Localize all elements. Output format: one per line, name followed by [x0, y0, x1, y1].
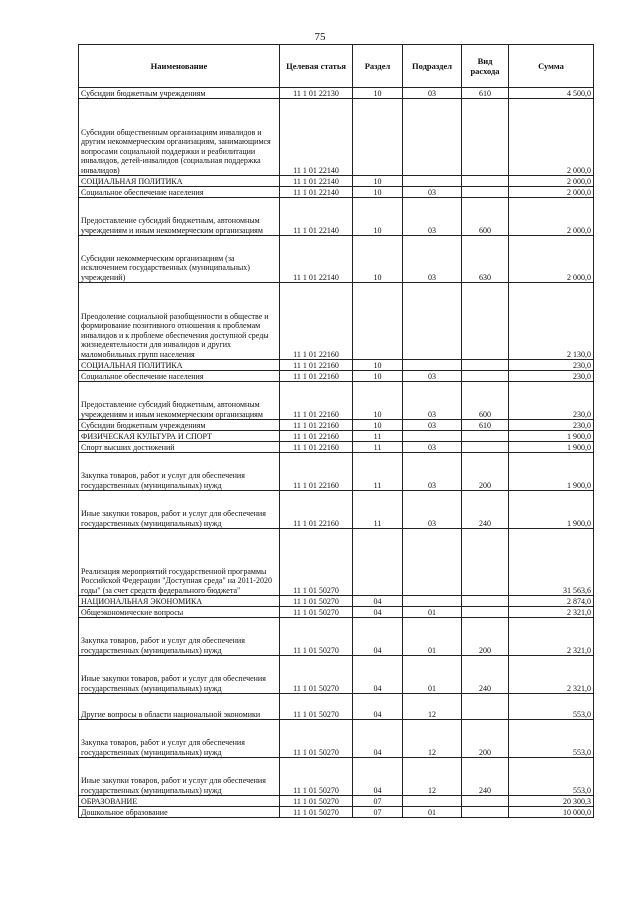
- cell-subsection: 12: [403, 720, 462, 758]
- cell-name: Другие вопросы в области национальной экономики: [79, 694, 280, 720]
- cell-subsection: 12: [403, 694, 462, 720]
- cell-section: 11: [353, 431, 403, 442]
- cell-target: 11 1 01 50270: [280, 607, 353, 618]
- cell-target: 11 1 01 50270: [280, 796, 353, 807]
- cell-name: Иные закупки товаров, работ и услуг для обеспечения государственных (муниципальных) нужд: [79, 758, 280, 796]
- cell-subsection: 03: [403, 371, 462, 382]
- cell-section: 10: [353, 176, 403, 187]
- cell-target: 11 1 01 22160: [280, 453, 353, 491]
- cell-expense-type: [462, 807, 509, 818]
- cell-section: 10: [353, 88, 403, 99]
- cell-subsection: [403, 360, 462, 371]
- cell-name: Субсидии некоммерческим организациям (за исключением государственных (муниципальных) учреждений): [79, 236, 280, 283]
- cell-target: 11 1 01 22160: [280, 360, 353, 371]
- table-row: [79, 88, 594, 99]
- cell-name: Закупка товаров, работ и услуг для обеспечения государственных (муниципальных) нужд: [79, 720, 280, 758]
- cell-section: 11: [353, 453, 403, 491]
- cell-section: 04: [353, 607, 403, 618]
- cell-target: 11 1 01 22140: [280, 187, 353, 198]
- cell-target: 11 1 01 50270: [280, 529, 353, 596]
- cell-expense-type: 610: [462, 88, 509, 99]
- table-row: [79, 596, 594, 607]
- cell-section: 10: [353, 420, 403, 431]
- cell-expense-type: [462, 187, 509, 198]
- cell-section: 10: [353, 198, 403, 236]
- table-row: [79, 656, 594, 694]
- cell-name: Спорт высших достижений: [79, 442, 280, 453]
- page-number: 75: [314, 31, 326, 43]
- cell-amount: 20 300,3: [509, 796, 594, 807]
- cell-name: Преодоление социальной разобщенности в обществе и формирование позитивного отношения к проблемам инвалидов и к проблеме обеспечения доступной среды жизнедеятельности для инвалидов и других маломобильных групп населения: [79, 283, 280, 360]
- cell-name: Дошкольное образование: [79, 807, 280, 818]
- cell-subsection: 03: [403, 187, 462, 198]
- cell-name: Субсидии бюджетным учреждениям: [79, 88, 280, 99]
- table-body: [79, 88, 594, 818]
- cell-amount: 2 000,0: [509, 176, 594, 187]
- cell-section: 11: [353, 442, 403, 453]
- cell-target: 11 1 01 50270: [280, 807, 353, 818]
- table-row: [79, 796, 594, 807]
- table-row: [79, 371, 594, 382]
- table-row: [79, 529, 594, 596]
- cell-subsection: [403, 796, 462, 807]
- cell-target: 11 1 01 22160: [280, 371, 353, 382]
- cell-expense-type: [462, 176, 509, 187]
- cell-subsection: 03: [403, 88, 462, 99]
- cell-expense-type: [462, 283, 509, 360]
- cell-amount: 10 000,0: [509, 807, 594, 818]
- cell-target: 11 1 01 22140: [280, 176, 353, 187]
- cell-subsection: [403, 176, 462, 187]
- cell-name: Предоставление субсидий бюджетным, автономным учреждениям и иным некоммерческим организациям: [79, 198, 280, 236]
- cell-amount: 553,0: [509, 720, 594, 758]
- cell-subsection: 01: [403, 618, 462, 656]
- table-row: [79, 431, 594, 442]
- cell-amount: 1 900,0: [509, 442, 594, 453]
- cell-expense-type: [462, 99, 509, 176]
- cell-target: 11 1 01 50270: [280, 720, 353, 758]
- cell-section: [353, 283, 403, 360]
- cell-expense-type: 240: [462, 656, 509, 694]
- cell-subsection: [403, 283, 462, 360]
- cell-name: СОЦИАЛЬНАЯ ПОЛИТИКА: [79, 176, 280, 187]
- cell-section: 10: [353, 360, 403, 371]
- cell-target: 11 1 01 22160: [280, 420, 353, 431]
- cell-section: 10: [353, 236, 403, 283]
- cell-subsection: 03: [403, 453, 462, 491]
- cell-section: 04: [353, 720, 403, 758]
- table-header-row: [79, 45, 594, 88]
- cell-expense-type: [462, 360, 509, 371]
- table-row: [79, 283, 594, 360]
- cell-amount: 2 000,0: [509, 236, 594, 283]
- cell-amount: 2 000,0: [509, 99, 594, 176]
- header-amount: Сумма: [509, 45, 594, 88]
- cell-subsection: 01: [403, 607, 462, 618]
- table-row: [79, 453, 594, 491]
- header-expense-type: Вид расхода: [462, 45, 509, 88]
- cell-section: 04: [353, 596, 403, 607]
- cell-subsection: 03: [403, 420, 462, 431]
- cell-expense-type: [462, 694, 509, 720]
- cell-expense-type: 610: [462, 420, 509, 431]
- cell-subsection: 03: [403, 491, 462, 529]
- cell-subsection: 03: [403, 198, 462, 236]
- table-row: [79, 187, 594, 198]
- cell-expense-type: 200: [462, 720, 509, 758]
- cell-expense-type: 600: [462, 198, 509, 236]
- cell-amount: 230,0: [509, 360, 594, 371]
- cell-amount: 230,0: [509, 371, 594, 382]
- table-row: [79, 618, 594, 656]
- cell-target: 11 1 01 50270: [280, 618, 353, 656]
- cell-section: 07: [353, 807, 403, 818]
- table-row: [79, 720, 594, 758]
- cell-amount: 230,0: [509, 382, 594, 420]
- cell-name: Реализация мероприятий государственной программы Российской Федерации "Доступная среда" на 2011-2020 годы" (за счет средств федерального бюджета": [79, 529, 280, 596]
- table-row: [79, 382, 594, 420]
- cell-section: 10: [353, 187, 403, 198]
- cell-target: 11 1 01 22140: [280, 99, 353, 176]
- cell-name: Закупка товаров, работ и услуг для обеспечения государственных (муниципальных) нужд: [79, 453, 280, 491]
- cell-subsection: 03: [403, 382, 462, 420]
- cell-subsection: 01: [403, 807, 462, 818]
- cell-section: 04: [353, 656, 403, 694]
- header-section: Раздел: [353, 45, 403, 88]
- cell-target: 11 1 01 22160: [280, 283, 353, 360]
- cell-amount: 230,0: [509, 420, 594, 431]
- cell-section: 07: [353, 796, 403, 807]
- cell-amount: 2 130,0: [509, 283, 594, 360]
- table-row: [79, 99, 594, 176]
- cell-name: Закупка товаров, работ и услуг для обеспечения государственных (муниципальных) нужд: [79, 618, 280, 656]
- cell-target: 11 1 01 22160: [280, 442, 353, 453]
- cell-name: Субсидии общественным организациям инвалидов и другим некоммерческим организациям, занимающимся вопросами социальной поддержки и реабилитации инвалидов, детей-инвалидов (социальная поддержка инвалидов): [79, 99, 280, 176]
- cell-amount: 31 563,6: [509, 529, 594, 596]
- cell-section: 04: [353, 758, 403, 796]
- cell-target: 11 1 01 50270: [280, 758, 353, 796]
- cell-amount: 4 500,0: [509, 88, 594, 99]
- cell-amount: 553,0: [509, 694, 594, 720]
- cell-name: ФИЗИЧЕСКАЯ КУЛЬТУРА И СПОРТ: [79, 431, 280, 442]
- cell-subsection: 12: [403, 758, 462, 796]
- table-row: [79, 758, 594, 796]
- cell-expense-type: [462, 796, 509, 807]
- table-row: [79, 360, 594, 371]
- table-row: [79, 442, 594, 453]
- cell-subsection: [403, 529, 462, 596]
- cell-expense-type: [462, 529, 509, 596]
- table-row: [79, 694, 594, 720]
- cell-expense-type: 200: [462, 453, 509, 491]
- cell-name: Иные закупки товаров, работ и услуг для обеспечения государственных (муниципальных) нужд: [79, 491, 280, 529]
- cell-target: 11 1 01 22140: [280, 236, 353, 283]
- cell-subsection: 01: [403, 656, 462, 694]
- table-row: [79, 807, 594, 818]
- cell-expense-type: [462, 442, 509, 453]
- cell-name: Предоставление субсидий бюджетным, автономным учреждениям и иным некоммерческим организациям: [79, 382, 280, 420]
- cell-subsection: [403, 99, 462, 176]
- table-row: [79, 491, 594, 529]
- cell-amount: 553,0: [509, 758, 594, 796]
- cell-section: [353, 99, 403, 176]
- cell-name: Иные закупки товаров, работ и услуг для обеспечения государственных (муниципальных) нужд: [79, 656, 280, 694]
- cell-expense-type: [462, 596, 509, 607]
- cell-amount: 1 900,0: [509, 453, 594, 491]
- table-row: [79, 607, 594, 618]
- cell-target: 11 1 01 50270: [280, 694, 353, 720]
- table-row: [79, 236, 594, 283]
- cell-expense-type: 600: [462, 382, 509, 420]
- cell-amount: 2 874,0: [509, 596, 594, 607]
- cell-amount: 1 900,0: [509, 491, 594, 529]
- cell-amount: 1 900,0: [509, 431, 594, 442]
- cell-target: 11 1 01 22160: [280, 431, 353, 442]
- cell-amount: 2 321,0: [509, 618, 594, 656]
- budget-table: [78, 44, 594, 818]
- cell-target: 11 1 01 50270: [280, 656, 353, 694]
- cell-subsection: [403, 596, 462, 607]
- cell-expense-type: 240: [462, 491, 509, 529]
- cell-expense-type: 630: [462, 236, 509, 283]
- cell-amount: 2 321,0: [509, 656, 594, 694]
- cell-name: СОЦИАЛЬНАЯ ПОЛИТИКА: [79, 360, 280, 371]
- table-row: [79, 198, 594, 236]
- cell-expense-type: [462, 431, 509, 442]
- cell-name: ОБРАЗОВАНИЕ: [79, 796, 280, 807]
- cell-expense-type: [462, 607, 509, 618]
- cell-target: 11 1 01 50270: [280, 596, 353, 607]
- cell-section: [353, 529, 403, 596]
- cell-section: 04: [353, 694, 403, 720]
- cell-name: Социальное обеспечение населения: [79, 187, 280, 198]
- cell-target: 11 1 01 22160: [280, 491, 353, 529]
- cell-section: 10: [353, 382, 403, 420]
- cell-amount: 2 321,0: [509, 607, 594, 618]
- cell-name: Общеэкономические вопросы: [79, 607, 280, 618]
- cell-subsection: [403, 431, 462, 442]
- cell-target: 11 1 01 22130: [280, 88, 353, 99]
- cell-name: Социальное обеспечение населения: [79, 371, 280, 382]
- cell-section: 04: [353, 618, 403, 656]
- header-target: Целевая статья: [280, 45, 353, 88]
- cell-expense-type: 200: [462, 618, 509, 656]
- cell-amount: 2 000,0: [509, 187, 594, 198]
- header-subsection: Подраздел: [403, 45, 462, 88]
- cell-expense-type: 240: [462, 758, 509, 796]
- cell-name: НАЦИОНАЛЬНАЯ ЭКОНОМИКА: [79, 596, 280, 607]
- cell-subsection: 03: [403, 236, 462, 283]
- cell-target: 11 1 01 22140: [280, 198, 353, 236]
- cell-amount: 2 000,0: [509, 198, 594, 236]
- cell-target: 11 1 01 22160: [280, 382, 353, 420]
- table-row: [79, 176, 594, 187]
- table-row: [79, 420, 594, 431]
- cell-section: 11: [353, 491, 403, 529]
- cell-subsection: 03: [403, 442, 462, 453]
- header-name: Наименование: [79, 45, 280, 88]
- cell-name: Субсидии бюджетным учреждениям: [79, 420, 280, 431]
- cell-section: 10: [353, 371, 403, 382]
- cell-expense-type: [462, 371, 509, 382]
